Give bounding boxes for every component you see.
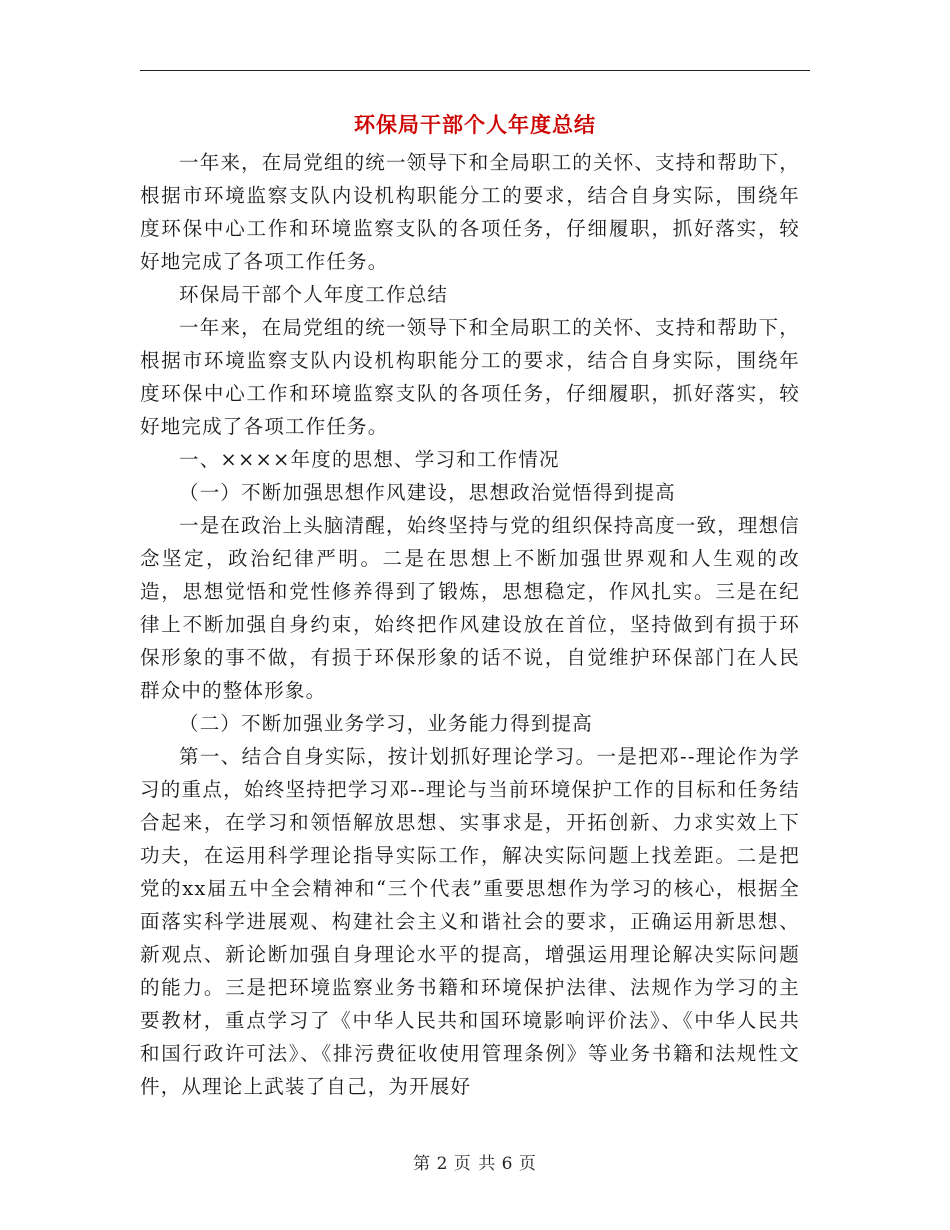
document-body [140, 146, 800, 1103]
paragraph-intro: 一年来，在局党组的统一领导下和全局职工的关怀、支持和帮助下，根据市环境监察支队内设机构职能分工的要求，结合自身实际，围绕年度环保中心工作和环境监察支队的各项任务，仔细履职，抓好落实，较好地完成了各项工作任务。 [140, 151, 801, 273]
total-pages-number: 6 [501, 1154, 514, 1174]
paragraph-study: 第一、结合自身实际，按计划抓好理论学习。一是把邓--理论作为学习的重点，始终坚持把学习邓--理论与当前环境保护工作的目标和任务结合起来，在学习和领悟解放思想、实事求是，开拓创新、力求实效上下功夫，在运用科学理论指导实际工作，解决实际问题上找差距。二是把党的xx届五中全会精神和“三个代表”重要思想作为学习的核心，根据全面落实科学进展观、构建社会主义和谐社会的要求，正确运用新思想、新观点、新论断加强自身理论水平的提高，增强运用理论解决实际问题的能力。三是把环境监察业务书籍和环境保护法律、法规作为学习的主要教材，重点学习了《中华人民共和国环境影响评价法》、《中华人民共和国行政许可法》、《排污费征收使用管理条例》等业务书籍和法规性文件，从理论上武装了自己，为开展好 [140, 745, 800, 1098]
subsection-heading-2: （二）不断加强业务学习，业务能力得到提高 [179, 712, 594, 735]
header-rule [140, 70, 810, 71]
paragraph-subtitle: 环保局干部个人年度工作总结 [179, 283, 449, 306]
paragraph-political: 一是在政治上头脑清醒，始终坚持与党的组织保持高度一致，理想信念坚定，政治纪律严明。二是在思想上不断加强世界观和人生观的改造，思想觉悟和党性修养得到了锻炼，思想稳定，作风扎实。三是在纪律上不断加强自身约束，始终把作风建设放在首位，坚持做到有损于环保形象的事不做，有损于环保形象的话不说，自觉维护环保部门在人民群众中的整体形象。 [140, 514, 801, 702]
page-label-mid: 页 共 [453, 1154, 497, 1174]
paragraph-intro-repeat: 一年来，在局党组的统一领导下和全局职工的关怀、支持和帮助下，根据市环境监察支队内设机构职能分工的要求，结合自身实际，围绕年度环保中心工作和环境监察支队的各项任务，仔细履职，抓好落实，较好地完成了各项工作任务。 [140, 316, 801, 438]
section-heading-1: 一、××××年度的思想、学习和工作情况 [179, 448, 560, 471]
page-label-prefix: 第 [413, 1154, 432, 1174]
current-page-number: 2 [436, 1154, 449, 1174]
page-footer [0, 1152, 950, 1176]
subsection-heading-1: （一）不断加强思想作风建设，思想政治觉悟得到提高 [179, 481, 676, 504]
page-label-suffix: 页 [518, 1154, 537, 1174]
document-title: 环保局干部个人年度总结 [354, 112, 596, 137]
